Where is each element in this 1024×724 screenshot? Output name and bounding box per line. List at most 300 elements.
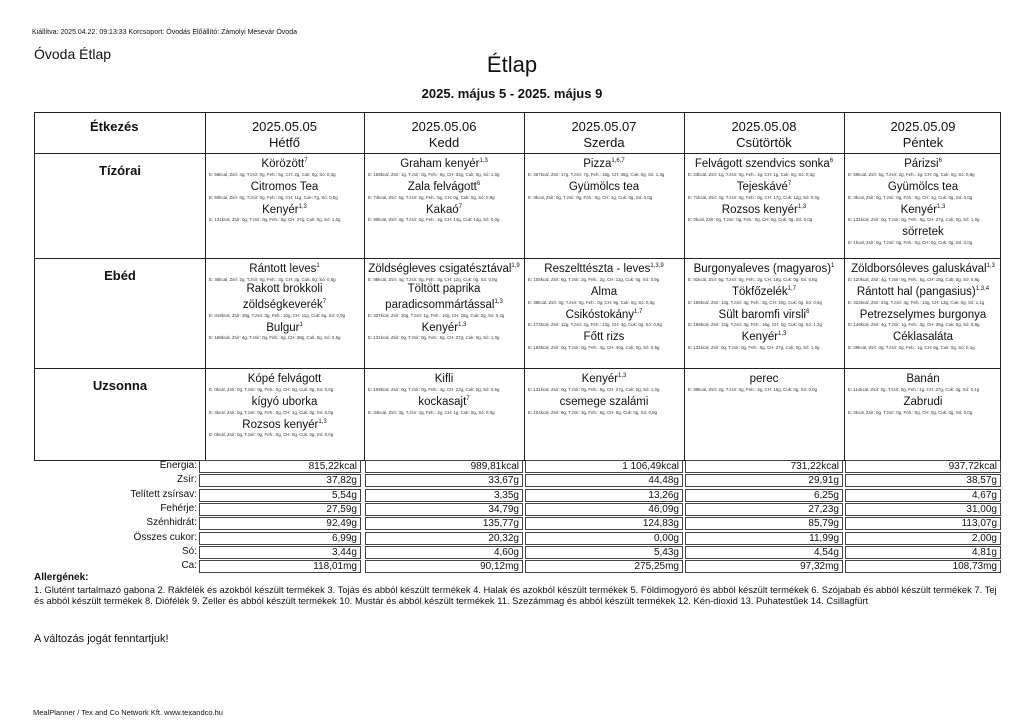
dish-label: Petrezselymes burgonya — [859, 308, 987, 321]
allergen-codes: 7 — [787, 180, 792, 187]
dish-nutrition: E: 0kcal, Zsír: 0g, T.zsír: 0g, Feh.: 0g, CH: 0g, Cuk: 0g, Só: 0,0g — [848, 409, 973, 415]
menu-item — [844, 260, 1002, 283]
dish-name — [844, 328, 1002, 344]
dish-nutrition: E: 319kcal, Zsír: 28g, T.zsír: 3g, Feh.: 10g, CH: 11g, Cuk: 6g, Só: 0,9g — [209, 312, 346, 318]
menu-cell — [844, 155, 1002, 246]
dish-label: Tökfőzelék — [732, 285, 788, 298]
totals-row — [34, 502, 1001, 517]
menu-item — [524, 178, 684, 201]
totals-value: 989,81kcal — [470, 461, 519, 472]
totals-value: 29,91g — [808, 475, 839, 487]
totals-value: 31,00g — [966, 503, 997, 515]
allergen-codes: 7 — [322, 298, 327, 305]
totals-cell — [845, 546, 1001, 559]
dish-nutrition: E: 46kcal, Zsír: 2g, T.zsír: 0g, Feh.: 3g, CH: 3g, Cuk: 0g, Só: 0,6g — [209, 276, 336, 282]
totals-cell — [685, 460, 843, 473]
totals-cell — [685, 503, 843, 516]
menu-item — [844, 201, 1002, 224]
day-header — [364, 119, 524, 151]
dish-label: Kenyér — [741, 331, 779, 344]
totals-cell — [199, 503, 361, 516]
dish-label: Körözött — [261, 157, 305, 170]
dish-label: Reszelttészta - leves — [544, 262, 651, 275]
totals-label: Só: — [181, 545, 197, 557]
menu-item — [844, 223, 1002, 246]
allergen-codes: 1,3 — [797, 203, 807, 210]
totals-value: 5,43g — [653, 546, 679, 558]
meal-label: Tízórai — [99, 163, 141, 178]
dish-nutrition: E: 74kcal, Zsír: 6g, T.zsír: 2g, Feh.: 5g, CH: 0g, Cuk: 0g, Só: 0,8g — [368, 194, 495, 200]
menu-item — [684, 370, 844, 393]
totals-cell — [525, 474, 683, 487]
dish-label: Rakott brokkoli zöldségkeverék — [242, 282, 323, 311]
day-header — [205, 119, 364, 151]
meal-label: Uzsonna — [92, 378, 148, 393]
totals-value: 27,23g — [808, 503, 839, 515]
totals-row — [34, 545, 1001, 560]
totals-row — [34, 459, 1001, 474]
footer: MealPlanner / Tex and Co Network Kft. www.texandco.hu — [33, 708, 223, 717]
allergen-codes: 1,3 — [494, 298, 503, 305]
allergen-codes: 1,3 — [618, 373, 627, 379]
menu-item — [205, 319, 364, 342]
dish-label: Kenyér — [581, 372, 619, 385]
menu-cell — [205, 370, 364, 438]
totals-label: Telített zsírsav: — [130, 488, 197, 500]
totals-cell — [365, 532, 523, 545]
page-title: Étlap — [486, 52, 538, 77]
dish-name — [205, 393, 364, 409]
dish-nutrition: E: 367kcal, Zsír: 17g, T.zsír: 7g, Feh.: 18g, CH: 36g, Cuk: 0g, Só: 1,3g — [528, 171, 665, 177]
totals-value: 937,72kcal — [948, 461, 997, 472]
totals-cell — [685, 489, 843, 502]
dish-label: Párizsi — [904, 157, 939, 170]
dish-name — [684, 201, 844, 217]
totals-cell — [685, 560, 843, 573]
dish-nutrition: E: 322kcal, Zsír: 24g, T.zsír: 3g, Feh.: 13g, CH: 13g, Cuk: 0g, Só: 1,1g — [848, 299, 985, 305]
totals-cell — [845, 474, 1001, 487]
totals-value: 135,77g — [482, 518, 519, 530]
dish-nutrition: E: 120kcal, Zsír: 4g, T.zsír: 0g, Feh.: 5g, CH: 15g, Cuk: 0g, Só: 0,8g — [848, 276, 980, 282]
dish-nutrition: E: 3kcal, Zsír: 0g, T.zsír: 0g, Feh.: 0g, CH: 1g, Cuk: 0g, Só: 0,0g — [848, 194, 973, 200]
dish-label: Graham kenyér — [400, 157, 480, 170]
totals-value: 113,07g — [961, 518, 997, 530]
dish-label: Rozsos kenyér — [242, 418, 319, 431]
totals-cell — [365, 546, 523, 559]
day-header — [844, 119, 1002, 151]
totals-label: Szénhidrát: — [146, 517, 197, 529]
dish-name — [205, 370, 364, 386]
dish-name — [524, 260, 684, 276]
totals-cell — [845, 503, 1001, 516]
row-divider — [35, 368, 1000, 369]
menu-item — [844, 328, 1002, 351]
dish-nutrition: E: 90kcal, Zsír: 3g, T.zsír: 0g, Feh.: 4g, CH: 14g, Cuk: 14g, Só: 0,0g — [368, 217, 500, 223]
date-range: 2025. május 5 - 2025. május 9 — [421, 86, 603, 101]
totals-cell — [845, 460, 1001, 473]
totals-value: 90,12mg — [480, 561, 519, 573]
totals-cell — [525, 532, 683, 545]
dish-label: Gyümölcs tea — [568, 180, 640, 193]
dish-label: Pizza — [583, 157, 612, 170]
menu-item — [205, 393, 364, 416]
dish-nutrition: E: 114kcal, Zsír: 0g, T.zsír: 0g, Feh.: 1g, CH: 27g, Cuk: 0g, Só: 0,1g — [848, 386, 980, 392]
allergen-codes: 7 — [466, 395, 470, 402]
totals-value: 4,60g — [493, 546, 519, 558]
menu-item — [844, 178, 1002, 201]
totals-value: 4,67g — [971, 489, 997, 501]
dish-label: Csikóstokány — [565, 308, 635, 321]
menu-item — [205, 155, 364, 178]
dish-nutrition: E: 172kcal, Zsír: 12g, T.zsír: 2g, Feh.: 13g, CH: 4g, Cuk: 0g, Só: 0,9g — [528, 322, 662, 328]
totals-value: 0,00g — [653, 532, 679, 544]
dish-name — [844, 370, 1002, 386]
dish-nutrition: E: 131kcal, Zsír: 0g, T.zsír: 0g, Feh.: 5g, CH: 27g, Cuk: 0g, Só: 1,0g — [848, 217, 980, 223]
menu-item — [524, 155, 684, 178]
totals-value: 5,54g — [331, 489, 357, 501]
dish-nutrition: E: 50kcal, Zsír: 0g, T.zsír: 0g, Feh.: 0g, CH: 11g, Cuk: 7g, Só: 0,0g — [209, 194, 338, 200]
menu-item — [684, 178, 844, 201]
totals-row — [34, 473, 1001, 488]
totals-cell — [525, 517, 683, 530]
dish-nutrition: E: 168kcal, Zsír: 4g, T.zsír: 0g, Feh.: 6g, CH: 38g, Cuk: 0g, Só: 0,5g — [209, 335, 341, 341]
menu-cell — [684, 370, 844, 393]
dish-name — [364, 260, 524, 276]
totals-value: 4,54g — [813, 546, 839, 558]
dish-label: Burgonyaleves (magyaros) — [693, 262, 832, 275]
totals-cell — [525, 489, 683, 502]
dish-name — [364, 319, 524, 335]
menu-item — [844, 306, 1002, 329]
allergen-codes: 1,9 — [511, 263, 520, 269]
dish-label: Kenyér — [421, 321, 459, 334]
dish-name — [684, 283, 844, 299]
menu-item — [684, 283, 844, 306]
dish-name — [524, 370, 684, 386]
totals-value: 118,01mg — [313, 561, 357, 573]
day-date: 2025.05.09 — [890, 119, 956, 134]
menu-item — [524, 370, 684, 393]
allergens-title: Allergének: — [34, 572, 89, 583]
menu-cell — [684, 155, 844, 223]
dish-nutrition: E: 131kcal, Zsír: 0g, T.zsír: 0g, Feh.: 5g, CH: 27g, Cuk: 0g, Só: 1,0g — [528, 386, 660, 392]
totals-value: 37,82g — [326, 475, 357, 487]
allergen-codes: 1,3 — [479, 158, 488, 164]
menu-cell — [844, 260, 1002, 351]
totals-value: 1 106,49kcal — [622, 461, 679, 472]
day-date: 2025.05.06 — [411, 119, 477, 134]
dish-label: Citromos Tea — [250, 180, 319, 193]
menu-item — [364, 155, 524, 178]
totals-cell — [199, 460, 361, 473]
dish-name — [205, 416, 364, 432]
dish-label: Rántott hal (pangasius) — [856, 285, 976, 298]
totals-value: 13,26g — [648, 489, 679, 501]
dish-label: Gyümölcs tea — [887, 180, 959, 193]
dish-name — [364, 178, 524, 194]
totals-cell — [199, 532, 361, 545]
totals-value: 33,67g — [488, 475, 519, 487]
dish-name — [684, 328, 844, 344]
dish-name — [844, 178, 1002, 194]
totals-value: 38,57g — [966, 475, 997, 487]
totals-cell — [845, 532, 1001, 545]
dish-label: Kakaó — [426, 203, 459, 216]
day-name: Péntek — [902, 135, 944, 150]
dish-nutrition: E: 29kcal, Zsír: 0g, T.zsír: 0g, Feh.: 1g, CH: 6g, Cuk: 0g, Só: 0,1g — [848, 345, 975, 351]
allergen-codes: 6 — [806, 308, 810, 315]
dish-nutrition: E: 131kcal, Zsír: 0g, T.zsír: 0g, Feh.: 5g, CH: 27g, Cuk: 0g, Só: 1,0g — [688, 345, 820, 351]
totals-label: Fehérje: — [160, 502, 197, 514]
totals-row — [34, 531, 1001, 546]
dish-label: Főtt rizs — [583, 331, 625, 344]
allergen-codes: 1,7 — [634, 308, 643, 315]
day-name: Szerda — [583, 135, 625, 150]
allergen-codes: 7 — [304, 158, 308, 164]
totals-label: Zsír: — [177, 474, 197, 486]
menu-item — [684, 260, 844, 283]
menu-item — [684, 306, 844, 329]
dish-name — [364, 201, 524, 217]
dish-name — [364, 393, 524, 409]
dish-name — [844, 155, 1002, 171]
totals-value: 6,25g — [813, 489, 839, 501]
dish-label: sörretek — [902, 226, 944, 239]
totals-value: 92,49g — [326, 518, 357, 530]
menu-cell — [524, 155, 684, 201]
totals-value: 44,48g — [648, 475, 679, 487]
menu-item — [364, 370, 524, 393]
menu-item — [205, 370, 364, 393]
allergen-codes: 6 — [829, 158, 834, 164]
totals-cell — [845, 560, 1001, 573]
document-label: Óvoda Étlap — [34, 46, 112, 62]
dish-nutrition: E: 131kcal, Zsír: 0g, T.zsír: 0g, Feh.: 5g, CH: 27g, Cuk: 0g, Só: 1,0g — [209, 217, 341, 223]
dish-name — [524, 306, 684, 322]
menu-item — [364, 283, 524, 319]
allergen-codes: 1 — [299, 321, 303, 328]
dish-nutrition: E: 0kcal, Zsír: 0g, T.zsír: 0g, Feh.: 0g, CH: 0g, Cuk: 0g, Só: 0,0g — [209, 386, 334, 392]
dish-label: Banán — [906, 372, 940, 385]
totals-cell — [685, 532, 843, 545]
day-name: Csütörtök — [736, 135, 792, 150]
menu-item — [205, 201, 364, 224]
totals-value: 46,09g — [648, 503, 679, 515]
day-date: 2025.05.08 — [731, 119, 797, 134]
dish-name — [524, 328, 684, 344]
day-date: 2025.05.05 — [251, 119, 318, 134]
dish-nutrition: E: 23kcal, Zsír: 1g, T.zsír: 0g, Feh.: 4g, CH: 1g, Cuk: 0g, Só: 0,3g — [688, 171, 815, 177]
menu-item — [524, 306, 684, 329]
dish-name — [205, 283, 364, 312]
menu-cell — [205, 155, 364, 223]
menu-table — [34, 112, 1001, 461]
totals-row — [34, 559, 1001, 574]
dish-label: Alma — [590, 285, 618, 298]
allergen-codes: 1,3 — [458, 321, 467, 328]
menu-cell — [364, 260, 524, 341]
totals-value: 6,99g — [331, 532, 357, 544]
totals-cell — [525, 460, 683, 473]
dish-label: Céklasaláta — [892, 331, 954, 344]
dish-name — [684, 260, 844, 276]
dish-label: Zöldségleves csigatésztával — [368, 262, 512, 275]
menu-item — [524, 328, 684, 351]
dish-label: Tejeskávé — [736, 180, 788, 193]
totals-value: 85,79g — [808, 518, 839, 530]
menu-cell — [844, 370, 1002, 416]
menu-item — [364, 201, 524, 224]
dish-nutrition: E: 34kcal, Zsír: 3g, T.zsír: 2g, Feh.: 2g, CH: 1g, Cuk: 0g, Só: 0,0g — [368, 409, 495, 415]
allergen-codes: 1,7 — [787, 285, 796, 292]
totals-cell — [199, 517, 361, 530]
dish-nutrition: E: 104kcal, Zsír: 9g, T.zsír: 3g, Feh.: 5g, CH: 0g, Cuk: 0g, Só: 0,9g — [528, 409, 658, 415]
dish-name — [524, 283, 684, 299]
menu-item — [205, 260, 364, 283]
day-name: Kedd — [428, 135, 460, 150]
menu-cell — [684, 260, 844, 351]
dish-label: Kenyér — [900, 203, 938, 216]
dish-nutrition: E: 66kcal, Zsír: 4g, T.zsír: 0g, Feh.: 5g, CH: 2g, Cuk: 0g, Só: 0,3g — [209, 171, 336, 177]
dish-name — [844, 201, 1002, 217]
totals-cell — [685, 474, 843, 487]
dish-nutrition: E: 91kcal, Zsír: 5g, T.zsír: 0g, Feh.: 2g, CH: 10g, Cuk: 0g, Só: 0,8g — [688, 276, 818, 282]
dish-label: kockasajt — [418, 395, 467, 408]
menu-item — [844, 155, 1002, 178]
dish-name — [364, 155, 524, 171]
dish-name — [684, 306, 844, 322]
totals-cell — [365, 517, 523, 530]
menu-item — [684, 201, 844, 224]
totals-row — [34, 488, 1001, 503]
dish-nutrition: E: 327kcal, Zsír: 20g, T.zsír: 1g, Feh.: 10g, CH: 25g, Cuk: 2g, Só: 0,2g — [368, 312, 505, 318]
dish-label: Bulgur — [266, 321, 300, 334]
dish-nutrition: E: 95kcal, Zsír: 4g, T.zsír: 0g, Feh.: 3g, CH: 12g, Cuk: 0g, Só: 0,9g — [368, 276, 498, 282]
dish-label: Zabrudi — [903, 395, 943, 408]
issued-info: Kiállítva: 2025.04.22. 09:13:33 Korcsoport: Óvodás Előállító: Zámolyi Mesevár Óvoda — [32, 29, 297, 36]
dish-label: kígyó uborka — [251, 395, 318, 408]
day-name: Hétfő — [268, 135, 301, 150]
menu-item — [205, 283, 364, 319]
totals-cell — [845, 489, 1001, 502]
totals-value: 3,35g — [493, 489, 519, 501]
dish-name — [844, 260, 1002, 276]
allergen-codes: 1,6,7 — [611, 158, 625, 164]
day-date: 2025.05.07 — [571, 119, 637, 134]
dish-name — [364, 370, 524, 386]
allergen-codes: 1 — [316, 263, 320, 269]
totals-value: 731,22kcal — [790, 461, 839, 472]
menu-item — [364, 260, 524, 283]
totals-cell — [199, 560, 361, 573]
allergens-text: 1. Glutént tartalmazó gabona 2. Rákfélék és azokból készült termékek 3. Tojás és abból készült termékek 4. Halak és azokból készült termékek 5. Földimogyoró és abból készült termékek 6. Szójabab és abból készült termékek 7. Tej és abból készült termékek 8. Diófélék 9. Zeller és abból készült termékek 10. Mustár és abból készült termékek 11. Szezámmag és abból készült termékek 12. Kén-dioxid 13. Puhatestűek 14. Csillagfürt — [34, 584, 997, 606]
totals-value: 20,32g — [488, 532, 519, 544]
dish-nutrition: E: 0kcal, Zsír: 0g, T.zsír: 0g, Feh.: 0g, CH: 0g, Cuk: 0g, Só: 0,0g — [209, 432, 334, 438]
day-header — [524, 119, 684, 151]
menu-item — [524, 260, 684, 283]
totals-value: 815,22kcal — [308, 461, 357, 472]
allergen-codes: 1,3,9 — [650, 263, 664, 269]
totals-value: 108,73mg — [952, 561, 997, 573]
dish-nutrition: E: 71kcal, Zsír: 0g, T.zsír: 0g, Feh.: 0g, CH: 17g, Cuk: 12g, Só: 0,0g — [688, 194, 820, 200]
dish-name — [205, 155, 364, 171]
menu-cell — [524, 260, 684, 351]
dish-name — [684, 155, 844, 171]
totals-label: Ca: — [181, 560, 197, 572]
menu-cell — [205, 260, 364, 341]
totals-cell — [685, 546, 843, 559]
dish-name — [844, 393, 1002, 409]
dish-name — [205, 178, 364, 194]
menu-item — [524, 283, 684, 306]
dish-name — [524, 178, 684, 194]
totals-cell — [365, 503, 523, 516]
totals-value: 11,99g — [809, 532, 839, 544]
dish-nutrition: E: 88kcal, Zsír: 2g, T.zsír: 0g, Feh.: 2g, CH: 15g, Cuk: 0g, Só: 0,0g — [688, 386, 818, 392]
dish-nutrition: E: 0kcal, Zsír: 0g, T.zsír: 0g, Feh.: 0g, CH: 0g, Cuk: 0g, Só: 0,0g — [688, 217, 813, 223]
meal-column-header: Étkezés — [90, 119, 139, 134]
dish-nutrition: E: 1kcal, Zsír: 0g, T.zsír: 0g, Feh.: 0g, CH: 0g, Cuk: 0g, Só: 0,0g — [848, 240, 973, 246]
allergen-codes: 1,3 — [986, 263, 995, 269]
menu-cell — [364, 155, 524, 223]
dish-label: Zöldborsóleves galuskával — [851, 262, 987, 275]
totals-cell — [845, 517, 1001, 530]
totals-cell — [525, 503, 683, 516]
allergen-codes: 1,3 — [937, 203, 946, 210]
allergen-codes: 1 — [831, 263, 835, 269]
dish-label: Kifli — [434, 372, 454, 385]
day-header — [684, 119, 844, 151]
dish-nutrition: E: 38kcal, Zsír: 0g, T.zsír: 0g, Feh.: 0g, CH: 9g, Cuk: 0g, Só: 0,0g — [528, 299, 655, 305]
totals-cell — [525, 546, 683, 559]
dish-nutrition: E: 9kcal, Zsír: 0g, T.zsír: 0g, Feh.: 0g, CH: 1g, Cuk: 0g, Só: 0,0g — [528, 194, 653, 200]
dish-nutrition: E: 108kcal, Zsír: 6g, T.zsír: 2g, Feh.: 2g, CH: 11g, Cuk: 0g, Só: 0,9g — [528, 276, 660, 282]
allergen-codes: 6 — [938, 158, 942, 164]
allergen-codes: 7 — [458, 203, 462, 210]
dish-name — [844, 283, 1002, 299]
dish-label: Töltött paprika paradicsommártással — [385, 282, 495, 311]
totals-value: 124,83g — [642, 518, 679, 530]
menu-item — [524, 393, 684, 416]
dish-name — [205, 319, 364, 335]
totals-value: 275,25mg — [634, 561, 679, 573]
dish-label: Kópé felvágott — [247, 372, 322, 385]
dish-name — [524, 155, 684, 171]
dish-label: Rozsos kenyér — [721, 203, 798, 216]
menu-item — [205, 416, 364, 439]
meal-label: Ebéd — [104, 268, 136, 283]
menu-item — [364, 178, 524, 201]
allergen-codes: 6 — [476, 180, 481, 187]
menu-cell — [524, 370, 684, 416]
row-divider — [35, 153, 1000, 154]
dish-label: Rántott leves — [249, 262, 317, 275]
totals-cell — [525, 560, 683, 573]
menu-item — [364, 393, 524, 416]
dish-name — [844, 223, 1002, 239]
totals-cell — [365, 489, 523, 502]
dish-nutrition: E: 165kcal, Zsír: 13g, T.zsír: 3g, Feh.: 3g, CH: 10g, Cuk: 0g, Só: 0,6g — [688, 299, 822, 305]
dish-name — [844, 306, 1002, 322]
dish-label: Zala felvágott — [407, 180, 477, 193]
dish-nutrition: E: 4kcal, Zsír: 0g, T.zsír: 0g, Feh.: 0g, CH: 1g, Cuk: 0g, Só: 0,0g — [209, 409, 334, 415]
disclaimer: A változás jogát fenntartjuk! — [34, 633, 169, 645]
dish-nutrition: E: 69kcal, Zsír: 5g, T.zsír: 2g, Feh.: 4g, CH: 0g, Cuk: 0g, Só: 0,8g — [848, 171, 975, 177]
menu-item — [205, 178, 364, 201]
totals-value: 4,81g — [971, 546, 997, 558]
totals-value: 34,79g — [488, 503, 519, 515]
menu-item — [844, 283, 1002, 306]
